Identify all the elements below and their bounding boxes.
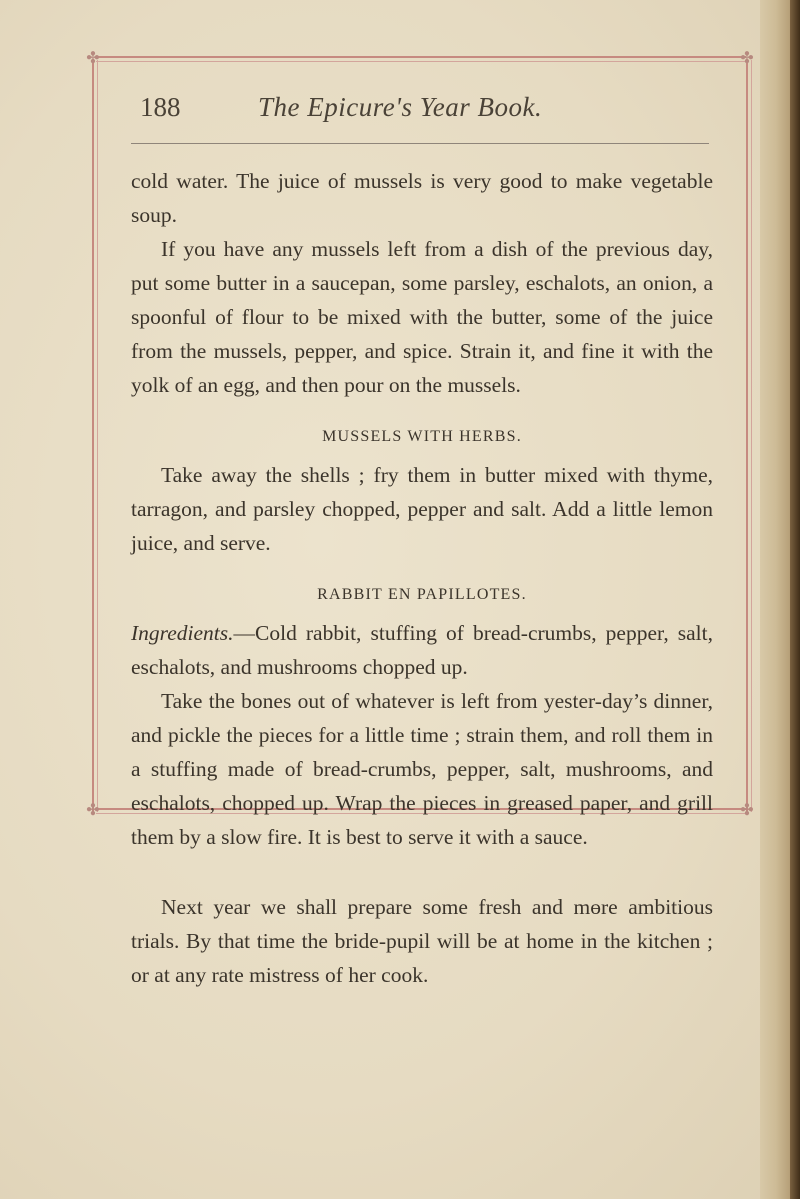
page-body	[131, 164, 713, 992]
paragraph-ingredients	[131, 616, 713, 684]
floral-cross-icon: ✤	[740, 800, 754, 819]
paragraph-mussels-with-herbs: Take away the shells ; fry them in butter mixed with thyme, tarragon, and parsley chopped, pepper and salt. Add a little lemon juice, and serve.	[131, 463, 713, 555]
border-left-rule	[92, 60, 94, 812]
page-number: 188	[140, 92, 181, 122]
section-heading-mussels-with-herbs: MUSSELS WITH HERBS.	[322, 428, 522, 445]
ingredients-label: Ingredients.	[131, 621, 234, 645]
running-title: The Epicure's Year Book.	[258, 92, 543, 122]
border-left-rule-inner	[97, 60, 98, 812]
border-right-rule-inner	[751, 60, 752, 812]
floral-cross-icon: ✤	[86, 48, 100, 67]
border-top-rule-inner	[96, 61, 746, 62]
border-right-rule	[746, 60, 748, 812]
book-gutter-shadow	[790, 0, 800, 1199]
floral-cross-icon: ✤	[740, 48, 754, 67]
paragraph-continuation: cold water. The juice of mussels is very good to make vegetable soup.	[131, 169, 713, 227]
paragraph-rabbit-method: Take the bones out of whatever is left from yester-day’s dinner, and pickle the pieces for a little time ; strain them, and roll them in a stuffing made of bread-crumbs, pepper, salt, mushrooms, and eschalots, chopped up. Wrap the pieces in greased paper, and grill them by a slow fire. It is best to serve it with a sauce.	[131, 689, 713, 849]
border-top-rule	[96, 56, 746, 58]
section-heading-rabbit-en-papillotes: RABBIT EN PAPILLOTES.	[317, 586, 527, 603]
header-rule	[131, 143, 709, 144]
running-header	[140, 92, 740, 132]
paragraph-leftover-mussels: If you have any mussels left from a dish of the previous day, put some butter in a saucepan, some parsley, eschalots, an onion, a spoonful of flour to be mixed with the butter, some of the juice from the mussels, pepper, and spice. Strain it, and fine it with the yolk of an egg, and then pour on the mussels.	[131, 237, 713, 397]
floral-cross-icon: ✤	[86, 800, 100, 819]
ingredients-list: —Cold rabbit, stuffing of bread-crumbs, pepper, salt, eschalots, and mushrooms chopped up.	[131, 621, 713, 679]
paragraph-closing: Next year we shall prepare some fresh and mɵre ambitious trials. By that time the bride-pupil will be at home in the kitchen ; or at any rate mistress of her cook.	[131, 895, 713, 987]
